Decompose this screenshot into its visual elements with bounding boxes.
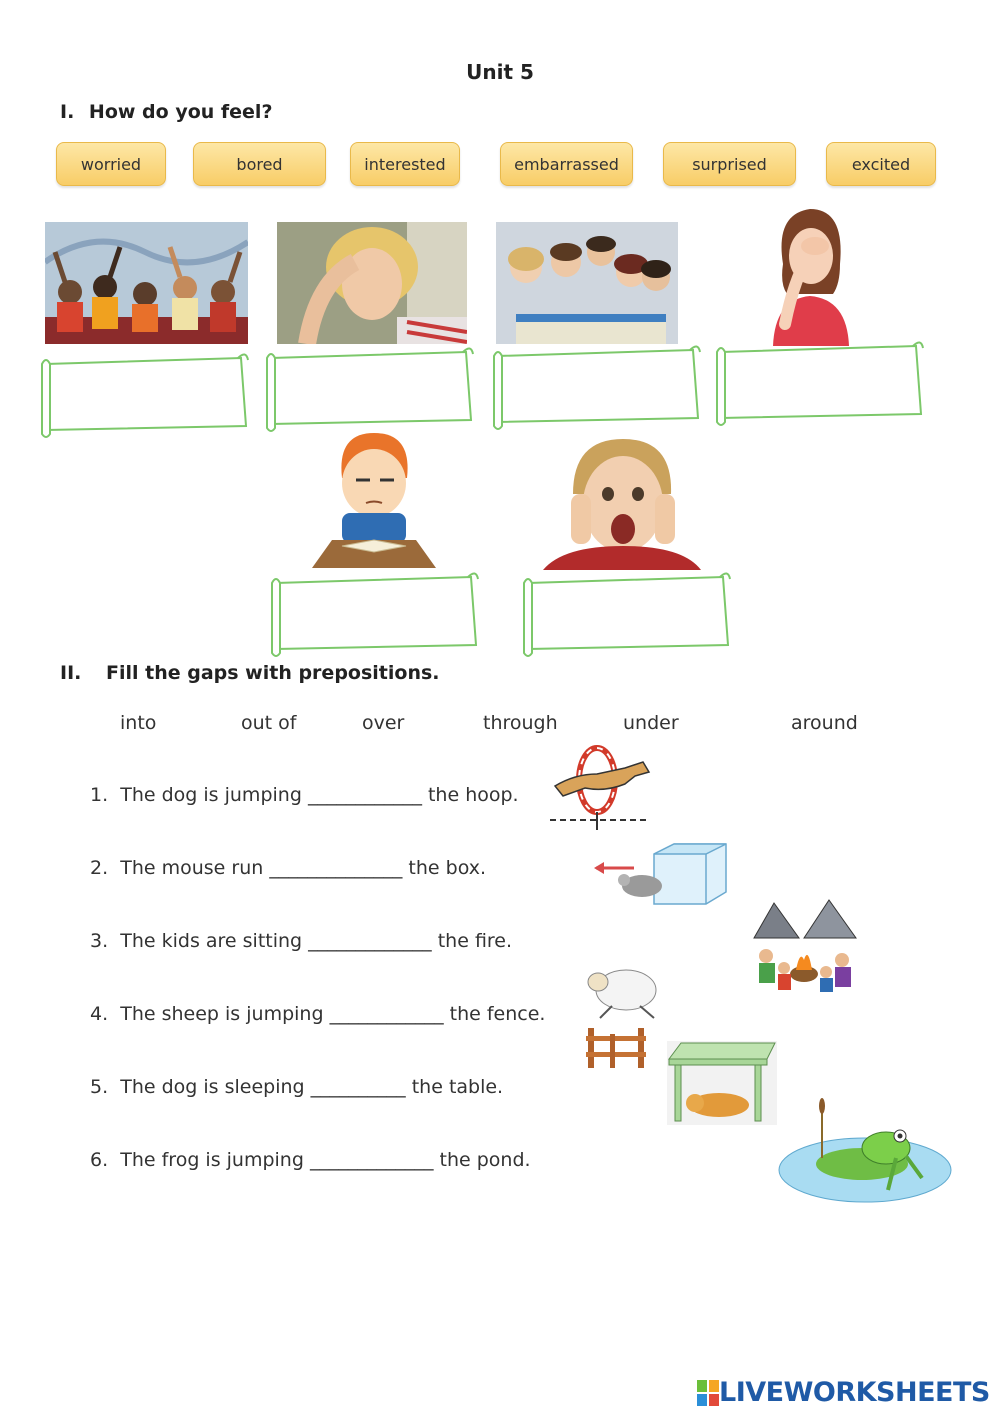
dog-under-table-illustration: [667, 1041, 777, 1125]
word-chip-worried[interactable]: worried: [56, 142, 166, 186]
liveworksheets-logo-icon: [697, 1380, 719, 1406]
word-bank-around: around: [791, 712, 858, 734]
question-text-after: the table.: [411, 1076, 504, 1098]
question-text-after: the hoop.: [427, 784, 519, 806]
question-text-after: the box.: [408, 857, 487, 879]
question-text-before: The sheep is jumping: [120, 1003, 324, 1025]
question-number: 4.: [90, 1003, 109, 1025]
answer-blank-2[interactable]: ______________: [269, 857, 403, 879]
word-bank-under: under: [623, 712, 679, 734]
brand-name: LIVEWORKSHEETS: [719, 1377, 990, 1408]
section-1-title: How do you feel?: [88, 101, 273, 123]
kids-around-fire-illustration: [744, 898, 864, 994]
word-bank-through: through: [483, 712, 558, 734]
answer-blank-6[interactable]: _____________: [309, 1149, 434, 1171]
question-3: [90, 930, 512, 952]
section-2-title: Fill the gaps with prepositions.: [105, 662, 440, 684]
frog-pond-illustration: [776, 1098, 954, 1206]
answer-box-4[interactable]: [713, 338, 926, 426]
answer-blank-5[interactable]: __________: [310, 1076, 406, 1098]
section-1-heading: [60, 101, 272, 123]
word-chip-embarrassed[interactable]: embarrassed: [500, 142, 633, 186]
question-5: [90, 1076, 503, 1098]
word-bank-over: over: [362, 712, 405, 734]
question-text-after: the pond.: [439, 1149, 531, 1171]
question-number: 1.: [90, 784, 109, 806]
word-chip-excited[interactable]: excited: [826, 142, 936, 186]
question-text-after: the fence.: [449, 1003, 546, 1025]
answer-box-6[interactable]: [520, 569, 733, 657]
worried-woman-photo: [277, 222, 467, 344]
question-text-before: The frog is jumping: [120, 1149, 304, 1171]
question-4: [90, 1003, 545, 1025]
answer-blank-3[interactable]: _____________: [308, 930, 432, 952]
section-2-number: II.: [60, 662, 82, 684]
excited-crowd-photo: [45, 222, 248, 344]
word-bank-out-of: out of: [241, 712, 297, 734]
mouse-out-of-box-illustration: [594, 842, 728, 906]
question-1: [90, 784, 519, 806]
answer-box-1[interactable]: [38, 350, 251, 438]
surprised-boy-photo: [543, 434, 701, 570]
dog-through-hoop-illustration: [545, 744, 655, 832]
word-chip-bored[interactable]: bored: [193, 142, 326, 186]
question-text-before: The dog is jumping: [120, 784, 302, 806]
section-1-number: I.: [60, 101, 75, 123]
question-text-before: The kids are sitting: [120, 930, 303, 952]
question-6: [90, 1149, 531, 1171]
answer-box-2[interactable]: [263, 344, 476, 432]
surprised-group-photo: [496, 222, 678, 344]
question-2: [90, 857, 486, 879]
question-number: 6.: [90, 1149, 109, 1171]
answer-blank-1[interactable]: ____________: [307, 784, 422, 806]
question-number: 3.: [90, 930, 109, 952]
section-2-heading: [60, 662, 440, 684]
word-chip-surprised[interactable]: surprised: [663, 142, 796, 186]
brand-logo: [697, 1377, 990, 1408]
answer-box-3[interactable]: [490, 342, 703, 430]
word-chip-interested[interactable]: interested: [350, 142, 460, 186]
bored-boy-illustration: [312, 428, 436, 568]
word-bank-into: into: [120, 712, 157, 734]
question-number: 5.: [90, 1076, 109, 1098]
page-title: Unit 5: [466, 60, 534, 84]
question-text-before: The mouse run: [120, 857, 264, 879]
answer-box-5[interactable]: [268, 569, 481, 657]
question-text-before: The dog is sleeping: [120, 1076, 305, 1098]
answer-blank-4[interactable]: ____________: [329, 1003, 444, 1025]
question-text-after: the fire.: [437, 930, 513, 952]
question-number: 2.: [90, 857, 109, 879]
sheep-over-fence-illustration: [582, 962, 666, 1070]
embarrassed-girl-illustration: [765, 204, 853, 346]
